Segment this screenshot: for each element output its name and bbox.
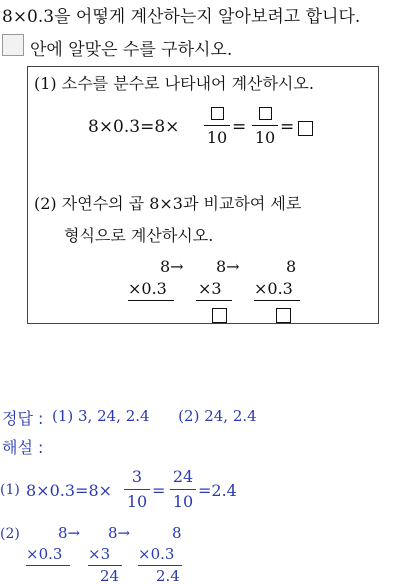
- answer-text: (1) 3, 24, 2.4 (2) 24, 2.4: [52, 407, 257, 425]
- explanation-part2-number: (2): [0, 526, 20, 542]
- explanation-label: 해설 :: [2, 438, 44, 457]
- part2-label-line-1: (2) 자연수의 곱 8×3과 비교하여 세로: [34, 194, 302, 213]
- explanation-col3-bottom: ×0.3: [138, 545, 175, 563]
- explanation-part1-number: (1): [0, 482, 20, 498]
- blank-box-icon: [2, 34, 24, 56]
- part2-col3-bottom: ×0.3: [254, 279, 293, 298]
- explanation-fraction-2: [170, 467, 196, 513]
- part1-fraction-2: [252, 103, 278, 149]
- part1-denominator-2: 10: [254, 128, 276, 147]
- part2-col2-top: 8→: [216, 257, 240, 276]
- explanation-equals: =: [152, 481, 166, 500]
- part1-label: (1) 소수를 분수로 나타내어 계산하시오.: [34, 74, 314, 93]
- explanation-col3-result: 2.4: [156, 567, 180, 585]
- blank-square-icon: [212, 308, 227, 323]
- problem-box: [27, 66, 379, 324]
- part2-col1-bottom: ×0.3: [128, 279, 167, 298]
- explanation-fraction-1-denominator: 10: [126, 492, 148, 511]
- part2-col1-top: 8→: [160, 257, 184, 276]
- explanation-col2-bottom: ×3: [88, 545, 111, 563]
- part2-col3-top: 8: [286, 257, 297, 276]
- part2-label-line-2: 형식으로 계산하시오.: [64, 226, 214, 245]
- explanation-col1-top: 8→: [58, 524, 81, 542]
- explanation-col1-bottom: ×0.3: [26, 545, 63, 563]
- part1-lhs: 8×0.3=8×: [88, 117, 180, 137]
- answer-label: 정답 :: [2, 409, 44, 428]
- explanation-col3-top: 8: [172, 524, 182, 542]
- explanation-fraction-1: [124, 467, 150, 513]
- explanation-result: =2.4: [198, 481, 237, 500]
- question-line-1: 8×0.3을 어떻게 계산하는지 알아보려고 합니다.: [2, 7, 361, 27]
- blank-square-icon: [211, 107, 224, 120]
- explanation-col2-result: 24: [100, 567, 120, 585]
- part1-equals-2: =: [280, 117, 295, 137]
- explanation-fraction-1-numerator: 3: [131, 467, 143, 486]
- part1-denominator-1: 10: [206, 128, 228, 147]
- part1-fraction-1: [204, 103, 230, 149]
- blank-square-icon: [259, 107, 272, 120]
- explanation-col2-top: 8→: [108, 524, 131, 542]
- explanation-part1-lhs: 8×0.3=8×: [26, 481, 113, 500]
- question-line-2: 안에 알맞은 수를 구하시오.: [30, 40, 233, 60]
- explanation-fraction-2-numerator: 24: [172, 467, 194, 486]
- part2-col2-bottom: ×3: [198, 279, 222, 298]
- part1-equals-1: =: [232, 117, 247, 137]
- explanation-fraction-2-denominator: 10: [172, 492, 194, 511]
- blank-square-icon: [276, 308, 291, 323]
- blank-square-icon: [298, 121, 313, 136]
